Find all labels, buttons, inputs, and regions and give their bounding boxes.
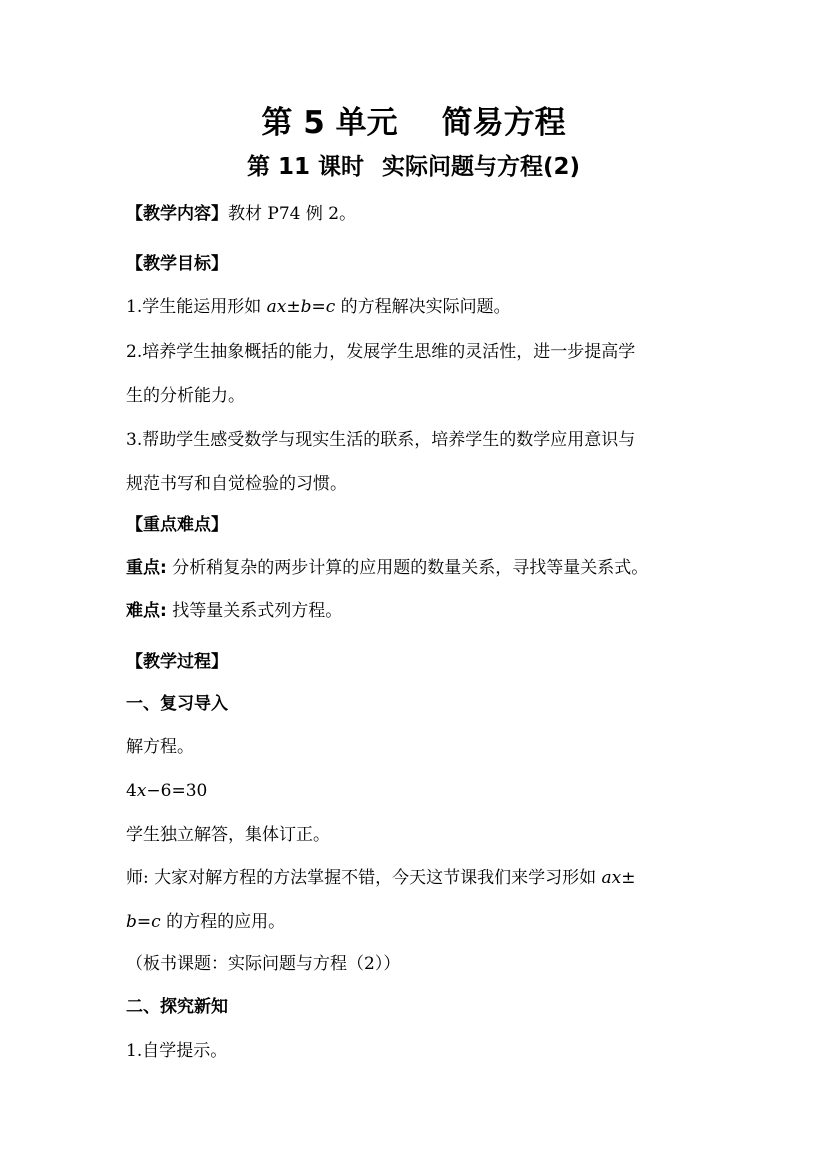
goal-3-line-1: 3.帮助学生感受数学与现实生活的联系，培养学生的数学应用意识与 [126,430,636,450]
content-paragraph [126,202,716,226]
content-heading: 【教学内容】 [126,204,228,224]
unit-number: 第 5 单元 [261,105,398,141]
student-activity: 学生独立解答，集体订正。 [126,825,330,845]
content-text: 教材 P74 例 2。 [228,204,357,224]
section-2-heading: 二、探究新知 [126,997,228,1017]
key-label: 重点: [126,558,167,578]
goal-2-line-2: 生的分析能力。 [126,386,245,406]
difficult-label: 难点: [126,601,167,621]
board-title-note: （板书课题：实际问题与方程（2）） [126,954,401,974]
goal-1: 1.学生能运用形如 ax±b=c 的方程解决实际问题。 [126,297,511,317]
teacher-line-2: b=c 的方程的应用。 [126,912,286,932]
key-point: 重点: 分析稍复杂的两步计算的应用题的数量关系，寻找等量关系式。 [126,558,649,578]
key-points-heading: 【重点难点】 [126,515,228,535]
review-prompt: 解方程。 [126,737,194,757]
lesson-subtitle [0,148,827,186]
goals-heading: 【教学目标】 [126,254,228,274]
goal-3-line-2: 规范书写和自觉检验的习惯。 [126,474,347,494]
teacher-line-1: 师: 大家对解方程的方法掌握不错，今天这节课我们来学习形如 ax± [126,868,636,888]
lesson-number: 第 11 课时 [246,154,364,180]
review-equation: 4x−6=30 [126,781,208,801]
unit-title [0,100,827,146]
goal-2-line-1: 2.培养学生抽象概括的能力，发展学生思维的灵活性，进一步提高学 [126,342,636,362]
unit-name: 简易方程 [441,105,566,141]
step-1: 1.自学提示。 [126,1041,228,1061]
lesson-topic: 实际问题与方程(2) [382,154,581,180]
difficult-point: 难点: 找等量关系式列方程。 [126,601,343,621]
process-heading: 【教学过程】 [126,652,228,672]
section-1-heading: 一、复习导入 [126,694,228,714]
